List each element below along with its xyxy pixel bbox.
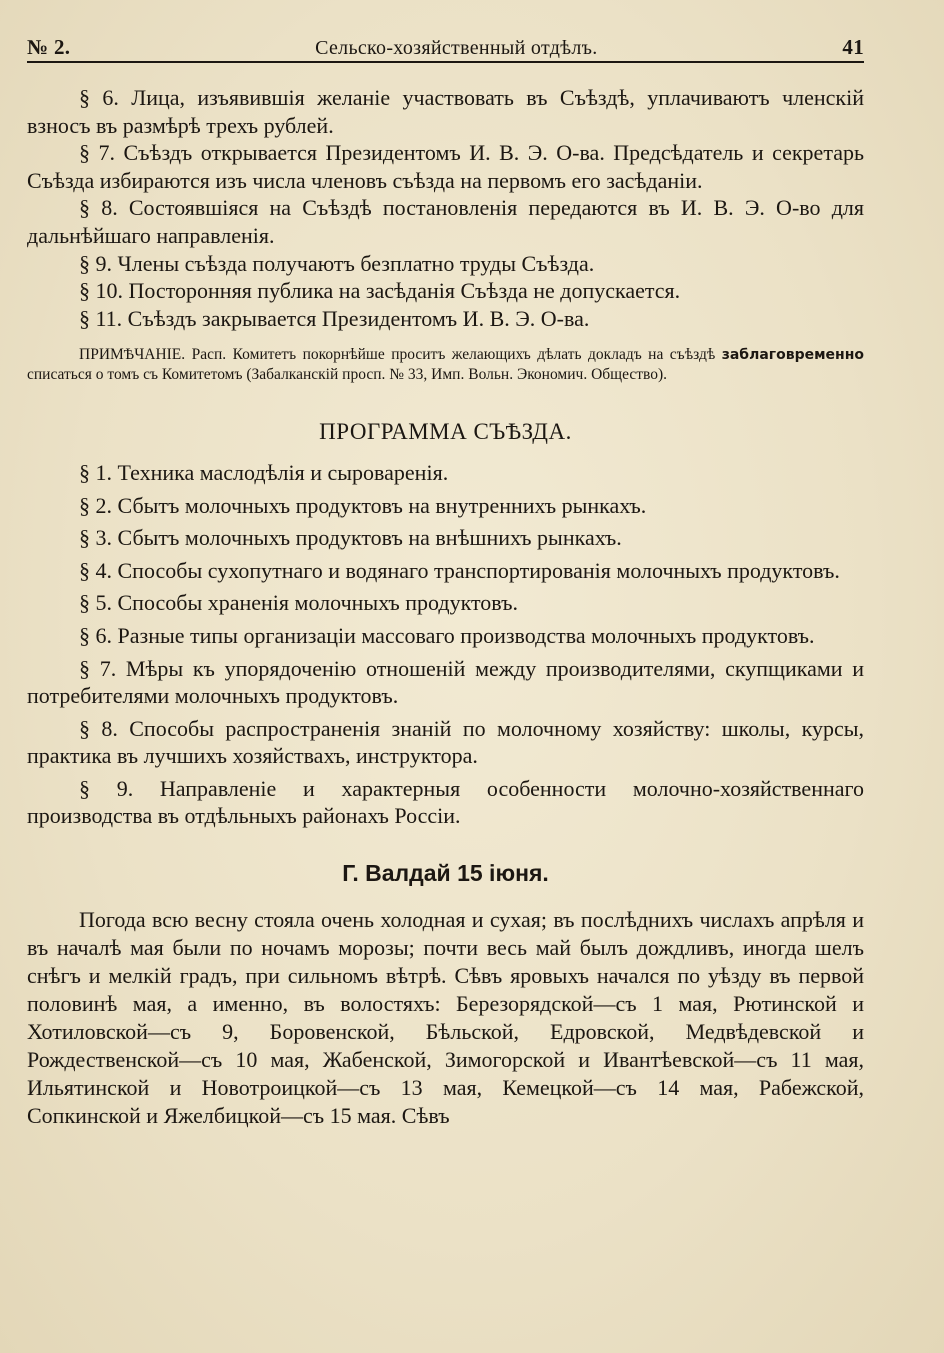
report-heading: Г. Валдай 15 іюня. — [342, 860, 549, 887]
rule-paragraph: § 6. Лица, изъявившія желаніе участвовать въ Съѣздѣ, уплачиваютъ членскій взносъ въ размѣрѣ трехъ рублей. — [27, 85, 864, 138]
rule-paragraph: § 11. Съѣздъ закрывается Президентомъ И. В. Э. О-ва. — [79, 305, 590, 331]
rule-paragraph: § 8. Состоявшіяся на Съѣздѣ постановленія передаются въ И. В. Э. О-во для дальнѣйшаго направленія. — [27, 195, 864, 248]
program-item: § 8. Способы распространенія знаній по молочному хозяйству: школы, курсы, практика въ лучшихъ хозяйствахъ, инструктора. — [27, 715, 864, 769]
rule-paragraph: § 9. Члены съѣзда получаютъ безплатно труды Съѣзда. — [79, 250, 595, 276]
program-heading: ПРОГРАММА СЪѢЗДА. — [319, 419, 572, 445]
program-item: § 6. Разные типы организаціи массоваго производства молочныхъ продуктовъ. — [79, 622, 815, 648]
rule-paragraph: § 7. Съѣздъ открывается Президентомъ И. В. Э. О-ва. Предсѣдатель и секретарь Съѣзда избираются изъ числа членовъ съѣзда на первомъ его засѣданіи. — [27, 140, 864, 193]
rules-list — [27, 84, 864, 332]
page-header — [27, 26, 864, 60]
program-item: § 1. Техника маслодѣлія и сыроваренія. — [79, 459, 449, 485]
report-paragraph: Погода всю весну стояла очень холодная и сухая; въ послѣднихъ числахъ апрѣля и въ началѣ мая были по ночамъ морозы; почти весь май былъ дождливъ, иногда шелъ снѣгъ и мелкій градъ, при сильномъ вѣтрѣ. Сѣвъ яровыхъ начался по уѣзду въ первой половинѣ мая, а именно, въ волостяхъ: Березорядской—съ 1 мая, Рютинской и Хотиловской—съ 9, Боровенской, Бѣльской, Едровской, Медвѣдевской и Рождественской—съ 10 мая, Жабенской, Зимогорской и Ивантѣевской—съ 11 мая, Ильятинской и Новотроицкой—съ 13 мая, Кемецкой—съ 14 мая, Рабежской, Сопкинской и Яжелбицкой—съ 15 мая. Сѣвъ — [27, 906, 864, 1128]
note-paragraph — [27, 345, 864, 385]
note-suffix: списаться о томъ съ Комитетомъ (Забалканскій просп. № 33, Имп. Вольн. Экономич. Общество). — [27, 366, 668, 384]
program-item: § 9. Направленіе и характерныя особенности молочно-хозяйственнаго производства въ отдѣльныхъ районахъ Россіи. — [27, 775, 864, 829]
note-prefix: ПРИМѢЧАНІЕ. Расп. Комитетъ покорнѣйше проситъ желающихъ дѣлать докладъ на съѣздѣ — [79, 346, 722, 364]
section-title: Сельско-хозяйственный отдѣлъ. — [315, 37, 598, 59]
program-item: § 5. Способы храненія молочныхъ продуктовъ. — [79, 590, 519, 616]
program-item: § 4. Способы сухопутнаго и водянаго транспортированія молочныхъ продуктовъ. — [79, 557, 840, 583]
program-item: § 7. Мѣры къ упорядоченію отношеній между производителями, скупщиками и потребителями молочныхъ продуктовъ. — [27, 655, 864, 709]
report-body — [27, 906, 864, 1130]
issue-number: № 2. — [27, 35, 71, 59]
program-item: § 2. Сбытъ молочныхъ продуктовъ на внутреннихъ рынкахъ. — [79, 492, 647, 518]
rule-paragraph: § 10. Посторонняя публика на засѣданія Съѣзда не допускается. — [79, 278, 681, 304]
page-content — [27, 84, 864, 1130]
program-item: § 3. Сбытъ молочныхъ продуктовъ на внѣшнихъ рынкахъ. — [79, 525, 622, 551]
page-number: 41 — [842, 35, 864, 59]
program-list — [27, 459, 864, 830]
note-emphasis: заблаговременно — [721, 347, 864, 364]
header-rule — [27, 61, 864, 63]
